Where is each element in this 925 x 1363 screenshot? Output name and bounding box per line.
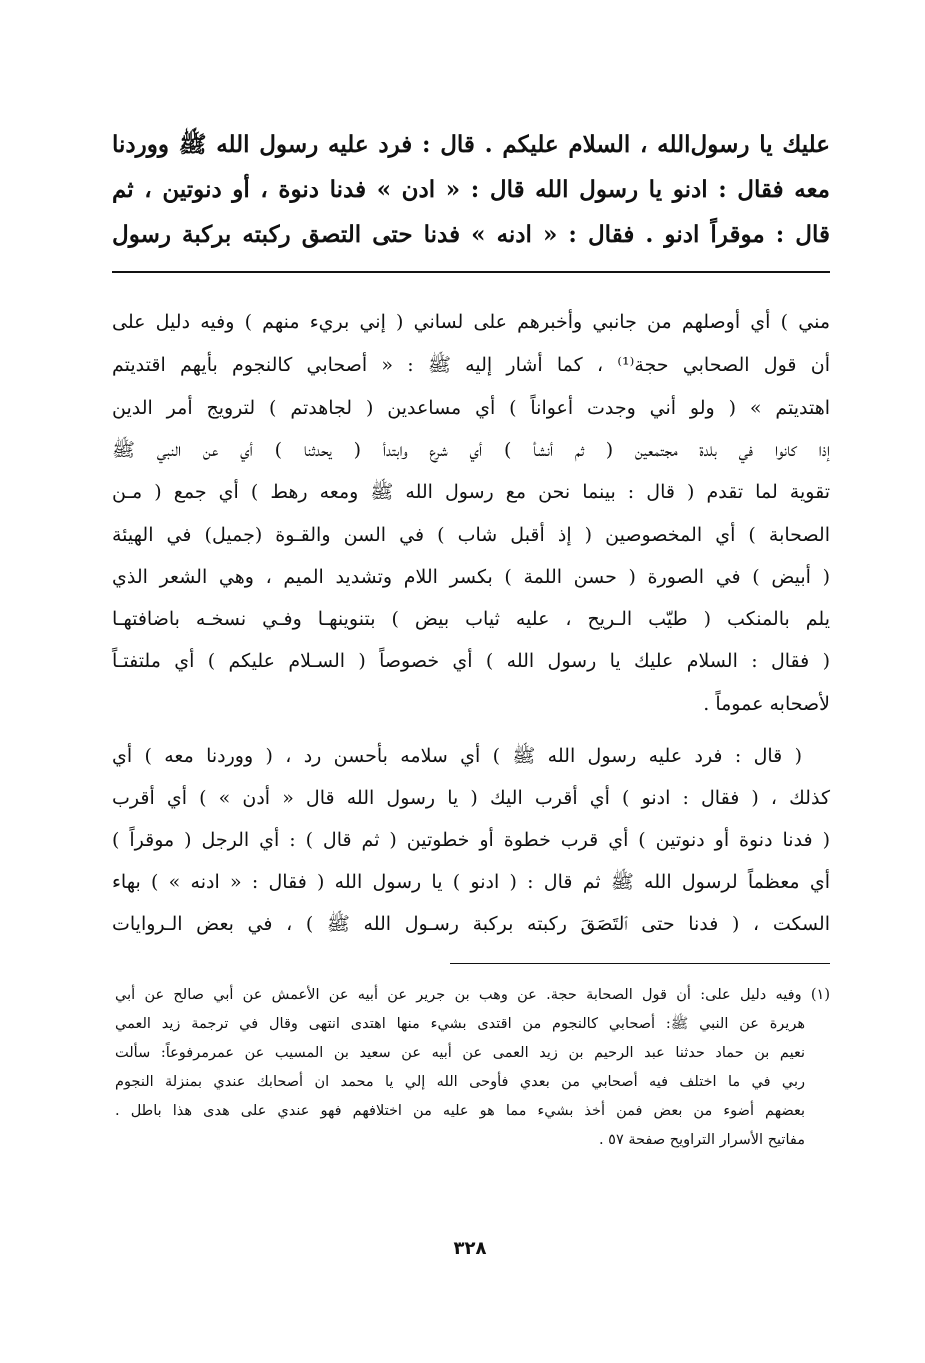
commentary-line: ( قال : فرد عليه رسول الله ﷺ ) أي سلامه بأحسن رد ، ( ووردنا معه ) أي [112, 745, 802, 767]
commentary-line: الصحابة ) أي المخصوصين ( إذ أقبل شاب ) في السن والقـوة (جميل) في الهيئة [112, 524, 830, 546]
commentary-line: تقوية لما تقدم ( قال : بينما نحن مع رسول الله ﷺ ومعه رهط ) أي جمع ( مـن [112, 481, 830, 503]
header-line: قال : موقراً ادنو . فقال : « ادنه » فدنا حتى التصق ركبته بركبة رسول [112, 221, 830, 248]
footnote-line: نعيم بن حماد حدثنا عبد الرحيم بن زيد العمى عن أبيه عن سعيد بن المسيب عن عمرمرفوعاً: سألت [115, 1045, 805, 1061]
footnote-line: (١) وفيه دليل على: أن قول الصحابة حجة. عن وهب بن جرير عن أبيه عن الأعمش عن أبي صالح عن أبي [115, 987, 830, 1003]
commentary-line: ( أبيض ) في الصورة ( حسن اللمة ) بكسر اللام وتشديد الميم ، وهي الشعر الذي [112, 566, 830, 588]
footnote-line: هريرة عن النبي ﷺ: أصحابي كالنجوم من اقتدى بشيء منها اهتدى انتهى وقال في ترجمة زيد العمي [115, 1016, 805, 1032]
commentary-line: أن قول الصحابي حجة⁽¹⁾ ، كما أشار إليه ﷺ : « أصحابي كالنجوم بأيهم اقتديتم [112, 354, 830, 376]
header-line: عليك يا رسول‌الله ، السلام عليكم . قال : فرد عليه رسول الله ﷺ ووردنا [112, 131, 830, 158]
commentary-line: مني ) أي أوصلهم من جانبي وأخبرهم على لساني ( إني بريء منهم ) وفيه دليل على [112, 311, 830, 333]
footnote-divider [450, 963, 830, 964]
commentary-line: كذلك ، ( فقال : ادنو ) أي أقرب اليك ( يا رسول الله قال « أدن » ) أي أقرب [112, 787, 830, 809]
footnote-line: ربي في ما اختلف فيه أصحابي من بعدي فأوحى الله إلي يا محمد ان أصحابك عندي بمنزلة النجوم [115, 1074, 805, 1090]
commentary-line: إذا كانوا في بلدة مجتمعين ( ثم أنشأ ) أي شرع وابتدأ ( يحدثنا ) أي عن النبي ﷺ [112, 439, 830, 461]
commentary-line: ( فقال : السلام عليك يا رسول الله ) أي خصوصاً ( السـلام عليكم ) أي ملتفتـاً [112, 650, 830, 672]
commentary-line: اهتديتم » ( ولو أني وجدت أعواناً ) أي مساعدين ( لجاهدتم ) لترويج أمر الدين [112, 397, 830, 419]
header-line: معه فقال : ادنو يا رسول الله قال : « ادن » فدنا دنوة ، أو دنوتين ، ثم [112, 176, 830, 203]
footnote-line: بعضهم أضوء من بعض فمن أخذ بشيء مما هو عليه من اختلافهم فهو عندي على هدى هذا باطل . [115, 1103, 805, 1119]
commentary-line: ( فدنا دنوة أو دنوتين ) أي قرب خطوة أو خطوتين ( ثم قال ) : أي الرجل ( موقراً ) [112, 829, 830, 851]
commentary-line: يلم بالمنكب ( طيّب الـريح ، عليه ثياب بيض ) بتنوينهـا وفـي نسخـه باضافتهـا [112, 608, 831, 630]
commentary-line: السكت ، ( فدنا حتى ٱلتَصَقَ ركبته بركبة رسـول الله ﷺ ) ، في بعض الـروايات [112, 913, 830, 935]
footnote-line: مفاتيح الأسرار التراويح صفحة ٥٧ . [598, 1132, 805, 1148]
commentary-line: أي معظماً لرسول الله ﷺ ثم قال : ( ادنو ) يا رسول الله ( فقال : « ادنه » ) بهاء [112, 871, 830, 893]
commentary-line: لأصحابه عموماً . [703, 693, 830, 715]
header-divider [112, 271, 830, 273]
page-number: ٣٢٨ [453, 1238, 487, 1259]
